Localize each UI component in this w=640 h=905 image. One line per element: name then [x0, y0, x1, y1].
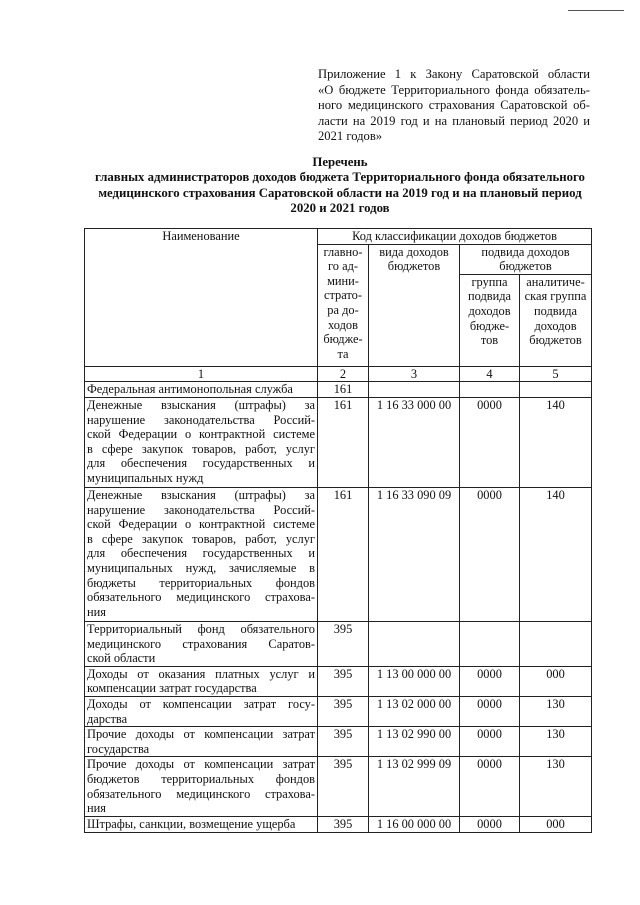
header-line: тов	[480, 333, 499, 348]
table-row	[85, 621, 592, 666]
row-subtype: 0000	[460, 666, 520, 696]
header-line: доходов	[468, 303, 511, 318]
appendix-note	[318, 67, 590, 145]
row-analytic: 000	[520, 817, 592, 833]
table-row	[85, 727, 592, 757]
row-name-line: бюджетов территориальных фондов	[87, 771, 315, 786]
header-line: главно-	[323, 244, 363, 259]
title-heading: Перечень	[312, 155, 368, 169]
appendix-line: Приложение 1 к Закону Саратовской области	[318, 67, 590, 81]
header-line: ская группа	[524, 289, 587, 304]
row-admin-code: 395	[318, 621, 369, 666]
table-row	[85, 817, 592, 833]
header-line: группа	[471, 274, 508, 289]
row-admin-code: 161	[318, 487, 369, 621]
index-cell: 5	[520, 366, 592, 382]
row-income-type: 1 16 33 000 00	[369, 397, 460, 487]
row-name-line: обязательного медицинского страхова-	[87, 786, 315, 801]
row-income-type: 1 13 02 990 00	[369, 727, 460, 757]
row-name-line: ской Федерации о контрактной системе	[87, 517, 315, 532]
header-line: та	[337, 346, 349, 361]
table-row	[85, 666, 592, 696]
row-income-type: 1 13 02 000 00	[369, 696, 460, 726]
header-line: доходов	[534, 318, 577, 333]
index-cell: 1	[85, 366, 318, 382]
table-row	[85, 397, 592, 487]
row-name	[85, 696, 318, 726]
row-name-line: медицинского страхования Саратов-	[87, 636, 315, 651]
row-subtype: 0000	[460, 696, 520, 726]
row-analytic	[520, 621, 592, 666]
row-name-line: в сфере закупок товаров, работ, услуг	[87, 441, 315, 456]
row-income-type	[369, 382, 460, 398]
table-row	[85, 696, 592, 726]
row-name-line: для обеспечения государственных и	[87, 546, 315, 561]
row-analytic: 130	[520, 696, 592, 726]
row-name-line: муниципальных нужд, зачисляемые в	[87, 560, 315, 575]
row-subtype: 0000	[460, 727, 520, 757]
row-name-line: ния	[87, 801, 106, 816]
row-subtype: 0000	[460, 817, 520, 833]
row-analytic: 130	[520, 727, 592, 757]
row-subtype	[460, 382, 520, 398]
row-income-type: 1 13 00 000 00	[369, 666, 460, 696]
table-row	[85, 382, 592, 398]
header-line: аналитиче-	[526, 274, 585, 289]
row-name	[85, 666, 318, 696]
row-income-type: 1 16 33 090 09	[369, 487, 460, 621]
row-name-line: нарушение законодательства Россий-	[87, 412, 315, 427]
header-line: страто-	[323, 288, 362, 303]
row-name	[85, 397, 318, 487]
header-line: бюдже-	[469, 318, 510, 333]
table-row	[85, 757, 592, 817]
row-name	[85, 817, 318, 833]
header-line: го ад-	[328, 259, 358, 274]
row-admin-code: 395	[318, 727, 369, 757]
header-line: подвида	[467, 289, 512, 304]
row-name-line: Прочие доходы от компенсации затрат	[87, 757, 315, 772]
row-name-line: Штрафы, санкции, возмещение ущерба	[87, 817, 296, 832]
row-name	[85, 727, 318, 757]
header-income-type	[369, 244, 460, 366]
header-line: бюджетов	[387, 259, 441, 274]
row-name-line: дарства	[87, 711, 128, 726]
header-line: подвида	[533, 303, 578, 318]
table-row	[85, 487, 592, 621]
row-income-type: 1 16 00 000 00	[369, 817, 460, 833]
row-subtype: 0000	[460, 487, 520, 621]
row-name-line: муниципальных нужд	[87, 470, 204, 485]
appendix-line: ного медицинского страхования Саратовской об-	[318, 98, 590, 113]
row-admin-code: 395	[318, 666, 369, 696]
row-subtype: 0000	[460, 397, 520, 487]
row-admin-code: 161	[318, 397, 369, 487]
row-subtype: 0000	[460, 757, 520, 817]
row-subtype	[460, 621, 520, 666]
header-line: ра до-	[327, 302, 359, 317]
appendix-line: ласти на 2019 год и на плановый период 2020 и	[318, 113, 590, 128]
header-line: бюдже-	[323, 332, 363, 347]
appendix-line: 2021 годов»	[318, 129, 383, 144]
row-name-line: Доходы от компенсации затрат госу-	[87, 696, 315, 711]
row-name-line: бюджеты территориальных фондов	[87, 575, 315, 590]
header-line: ходов	[328, 317, 358, 332]
row-admin-code: 161	[318, 382, 369, 398]
row-name-line: обязательного медицинского страхова-	[87, 590, 315, 605]
row-name-line: для обеспечения государственных и	[87, 456, 315, 471]
revenue-administrators-table	[84, 228, 592, 833]
row-name	[85, 382, 318, 398]
index-cell: 2	[318, 366, 369, 382]
row-admin-code: 395	[318, 696, 369, 726]
title-line: главных администраторов доходов бюджета Территориального фонда обязательного	[95, 170, 585, 185]
header-analytic	[520, 274, 592, 366]
header-line: бюджетов	[499, 259, 552, 274]
header-line: подвида доходов	[481, 244, 570, 259]
row-admin-code: 395	[318, 757, 369, 817]
row-analytic: 140	[520, 487, 592, 621]
header-name: Наименование	[85, 229, 318, 367]
row-name-line: Прочие доходы от компенсации затрат	[87, 727, 315, 742]
row-name	[85, 757, 318, 817]
row-analytic: 130	[520, 757, 592, 817]
row-name-line: компенсации затрат государства	[87, 681, 257, 696]
appendix-line: «О бюджете Территориального фонда обязатель-	[318, 82, 590, 97]
header-line: вида доходов	[379, 244, 449, 259]
row-name	[85, 487, 318, 621]
row-income-type	[369, 621, 460, 666]
row-name-line: ния	[87, 604, 106, 619]
row-income-type: 1 13 02 999 09	[369, 757, 460, 817]
top-rule	[568, 10, 624, 11]
row-name-line: в сфере закупок товаров, работ, услуг	[87, 531, 315, 546]
header-code-group: Код классификации доходов бюджетов	[318, 229, 592, 245]
header-subtype	[460, 274, 520, 366]
row-name-line: государства	[87, 741, 150, 756]
row-name-line: ской Федерации о контрактной системе	[87, 427, 315, 442]
row-analytic: 000	[520, 666, 592, 696]
row-admin-code: 395	[318, 817, 369, 833]
document-title	[80, 155, 600, 217]
row-name	[85, 621, 318, 666]
title-subtitle	[80, 170, 600, 216]
index-cell: 4	[460, 366, 520, 382]
header-line: бюджетов	[529, 333, 582, 348]
row-name-line: Территориальный фонд обязательного	[87, 621, 315, 636]
header-admin	[318, 244, 369, 366]
row-name-line: Федеральная антимонопольная служба	[87, 382, 293, 397]
index-cell: 3	[369, 366, 460, 382]
header-subtype-group	[460, 244, 592, 274]
row-name-line: ской области	[87, 651, 156, 666]
row-name-line: Денежные взыскания (штрафы) за	[87, 487, 315, 502]
row-name-line: Доходы от оказания платных услуг и	[87, 666, 315, 681]
row-name-line: Денежные взыскания (штрафы) за	[87, 397, 315, 412]
title-line: 2020 и 2021 годов	[290, 201, 390, 216]
title-line: медицинского страхования Саратовской области на 2019 год и на плановый период	[98, 185, 582, 200]
row-analytic: 140	[520, 397, 592, 487]
row-name-line: нарушение законодательства Россий-	[87, 502, 315, 517]
row-analytic	[520, 382, 592, 398]
header-line: мини-	[327, 273, 359, 288]
